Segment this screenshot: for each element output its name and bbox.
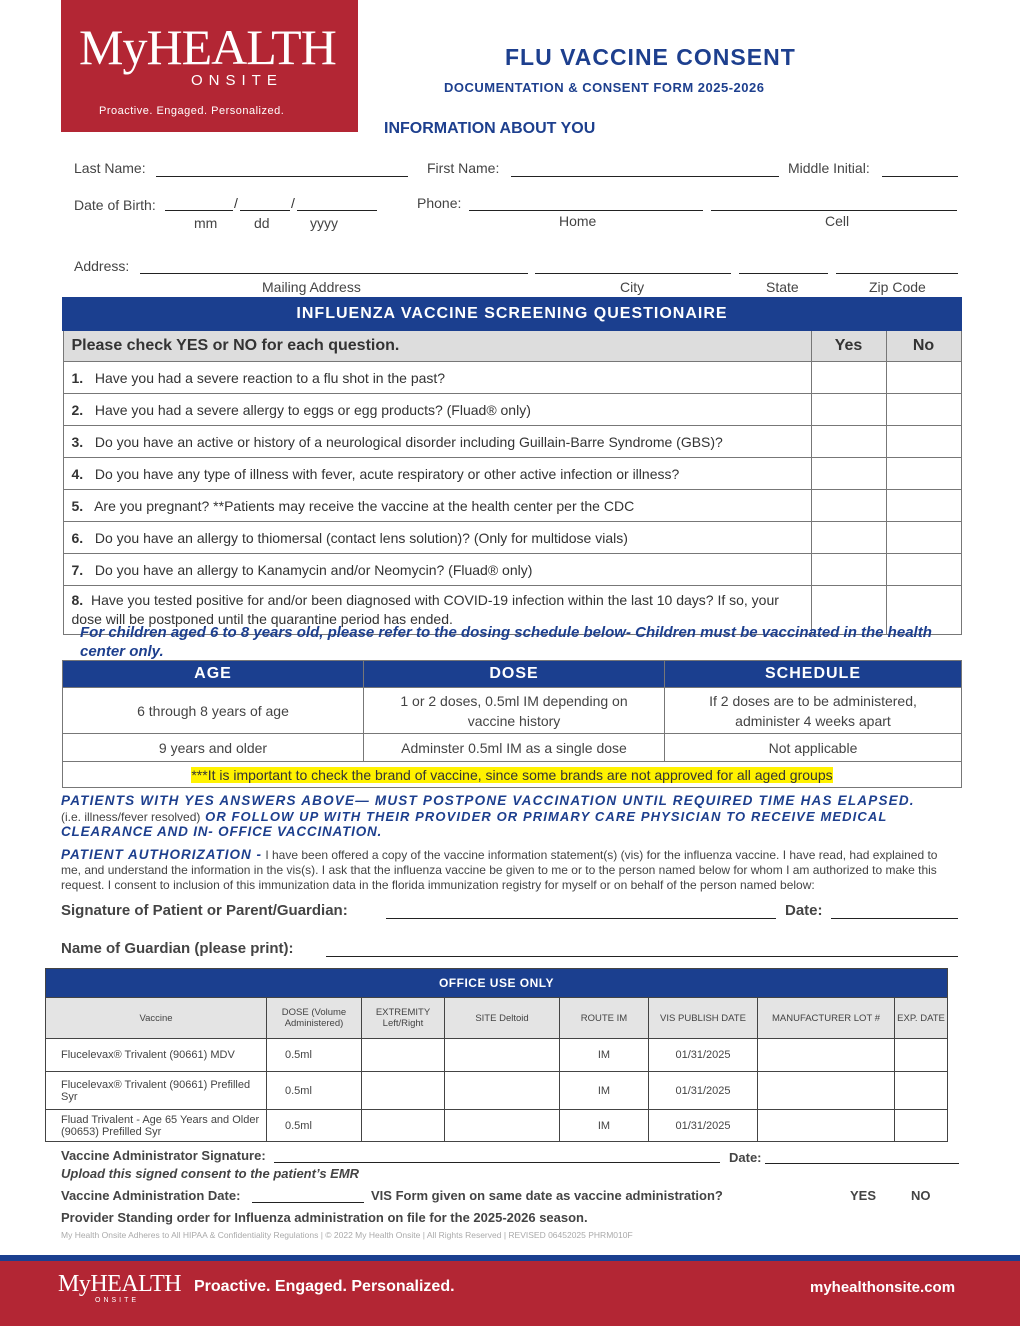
zip-field[interactable] (836, 273, 958, 274)
office-site-cell[interactable] (445, 1072, 560, 1110)
standing-order-note: Provider Standing order for Influenza administration on file for the 2025-2026 season. (61, 1210, 588, 1225)
answer-yes-cell[interactable] (811, 522, 886, 554)
office-vis-date: 01/31/2025 (649, 1039, 758, 1072)
postpone-line-3: CLEARANCE AND IN- OFFICE VACCINATION. (61, 824, 383, 839)
answer-no-cell[interactable] (886, 458, 961, 490)
city-field[interactable] (535, 273, 731, 274)
office-exp-cell[interactable] (895, 1072, 948, 1110)
vis-no-option[interactable]: NO (911, 1188, 931, 1203)
answer-no-cell[interactable] (886, 522, 961, 554)
dosing-cell: Not applicable (665, 734, 962, 762)
state-hint: State (766, 279, 799, 295)
form-subtitle: DOCUMENTATION & CONSENT FORM 2025-2026 (444, 80, 765, 95)
office-use-table (45, 968, 948, 1142)
guardian-label: Name of Guardian (please print): (61, 940, 294, 957)
dosing-header-dose: DOSE (364, 661, 665, 688)
office-extremity-cell[interactable] (362, 1072, 445, 1110)
middle-initial-field[interactable] (882, 176, 958, 177)
phone-cell-field[interactable] (711, 210, 957, 211)
dosing-schedule-table (62, 660, 962, 788)
postpone-paren: (i.e. illness/fever resolved) (61, 810, 201, 824)
office-col-header: Vaccine (46, 998, 267, 1039)
office-site-cell[interactable] (445, 1039, 560, 1072)
postpone-line-2: OR FOLLOW UP WITH THEIR PROVIDER OR PRIMARY CARE PHYSICIAN TO RECEIVE MEDICAL (200, 809, 888, 824)
city-hint: City (620, 279, 645, 295)
dob-mm-hint: mm (194, 215, 218, 231)
dob-yyyy-hint: yyyy (310, 215, 338, 231)
phone-home-hint: Home (559, 213, 597, 229)
dosing-cell: 9 years and older (63, 734, 364, 762)
office-col-header: MANUFACTURER LOT # (758, 998, 895, 1039)
mailing-address-hint: Mailing Address (262, 279, 361, 295)
upload-note: Upload this signed consent to the patient’s EMR (61, 1166, 360, 1181)
office-dose: 0.5ml (267, 1072, 362, 1110)
admin-signature-field[interactable] (274, 1162, 720, 1163)
logo-tagline: Proactive. Engaged. Personalized. (99, 105, 285, 117)
question-row: 3. Do you have an active or history of a neurological disorder including Guillain-Barre Syndrome (GBS)? (63, 426, 811, 458)
children-dosing-note: For children aged 6 to 8 years old, please refer to the dosing schedule below- Children must be vaccinated in the health center only. (80, 624, 932, 660)
question-row: 5. Are you pregnant? **Patients may receive the vaccine at the health center per the CDC (63, 490, 811, 522)
answer-yes-cell[interactable] (811, 458, 886, 490)
zip-hint: Zip Code (869, 279, 926, 295)
admin-date-label-2: Vaccine Administration Date: (61, 1188, 241, 1203)
office-exp-cell[interactable] (895, 1110, 948, 1142)
footer-logo-onsite: ONSITE (95, 1297, 140, 1304)
office-dose: 0.5ml (267, 1110, 362, 1142)
question-row: 8. Have you tested positive for and/or been diagnosed with COVID-19 infection within the last 10 days? If so, your dose will be postponed until the quarantine period has ended. (63, 586, 811, 635)
office-route: IM (560, 1039, 649, 1072)
postpone-line-1: PATIENTS WITH YES ANSWERS ABOVE— MUST POSTPONE VACCINATION UNTIL REQUIRED TIME HAS ELAPSED. (61, 793, 915, 808)
question-row: 2. Have you had a severe allergy to eggs or egg products? (Fluad® only) (63, 394, 811, 426)
office-use-title: OFFICE USE ONLY (46, 969, 948, 998)
fine-print: My Health Onsite Adheres to All HIPAA & Confidentiality Regulations | © 2022 My Health Onsite | All Rights Reserved | REVISED 06452025 PHRM010F (61, 1230, 633, 1240)
screening-questionnaire (62, 297, 962, 635)
answer-no-cell[interactable] (886, 554, 961, 586)
office-col-header: DOSE (Volume Administered) (267, 998, 362, 1039)
office-vis-date: 01/31/2025 (649, 1110, 758, 1142)
admin-date-field[interactable] (765, 1163, 959, 1164)
footer-bar (0, 1255, 1020, 1326)
yes-column-header: Yes (811, 330, 886, 362)
authorization-label: PATIENT AUTHORIZATION - (61, 847, 262, 862)
dob-label: Date of Birth: (74, 197, 156, 213)
dob-dd-hint: dd (254, 215, 270, 231)
dosing-cell: If 2 doses are to be administered, administer 4 weeks apart (665, 688, 962, 734)
office-col-header: EXP. DATE (895, 998, 948, 1039)
patient-authorization (61, 847, 951, 893)
office-site-cell[interactable] (445, 1110, 560, 1142)
address-label: Address: (74, 258, 130, 274)
office-vaccine-name: Flucelevax® Trivalent (90661) Prefilled Syr (46, 1072, 267, 1110)
office-dose: 0.5ml (267, 1039, 362, 1072)
guardian-name-field[interactable] (326, 956, 958, 957)
no-column-header: No (886, 330, 961, 362)
signature-date-label: Date: (785, 902, 823, 919)
dosing-cell: 1 or 2 doses, 0.5ml IM depending on vaccine history (364, 688, 665, 734)
office-extremity-cell[interactable] (362, 1039, 445, 1072)
answer-no-cell[interactable] (886, 490, 961, 522)
office-col-header: SITE Deltoid (445, 998, 560, 1039)
last-name-label: Last Name: (74, 160, 146, 176)
signature-field[interactable] (386, 918, 776, 919)
office-vis-date: 01/31/2025 (649, 1072, 758, 1110)
brand-warning-cell (63, 762, 962, 788)
dob-yyyy-field[interactable] (297, 210, 377, 211)
office-col-header: VIS PUBLISH DATE (649, 998, 758, 1039)
office-exp-cell[interactable] (895, 1039, 948, 1072)
dosing-header-schedule: SCHEDULE (665, 661, 962, 688)
admin-signature-label: Vaccine Administrator Signature: (61, 1148, 266, 1163)
footer-logo-brand: MyHEALTH (58, 1271, 182, 1297)
answer-yes-cell[interactable] (811, 554, 886, 586)
last-name-field[interactable] (156, 176, 408, 177)
footer-tagline: Proactive. Engaged. Personalized. (194, 1278, 455, 1295)
admin-date-label: Date: (729, 1150, 762, 1165)
admin-administration-date-field[interactable] (252, 1202, 364, 1203)
questionnaire-title: INFLUENZA VACCINE SCREENING QUESTIONAIRE (63, 298, 961, 330)
form-title: FLU VACCINE CONSENT (505, 44, 796, 70)
office-route: IM (560, 1110, 649, 1142)
signature-label: Signature of Patient or Parent/Guardian: (61, 902, 348, 919)
answer-no-cell[interactable] (886, 426, 961, 458)
question-row: 4. Do you have any type of illness with fever, acute respiratory or other active infection or illness? (63, 458, 811, 490)
office-lot-cell[interactable] (758, 1110, 895, 1142)
middle-initial-label: Middle Initial: (788, 160, 870, 176)
question-row: 6. Do you have an allergy to thiomersal (contact lens solution)? (Only for multidose vials) (63, 522, 811, 554)
logo-block (61, 0, 358, 132)
first-name-label: First Name: (427, 160, 500, 176)
first-name-field[interactable] (511, 176, 779, 177)
phone-cell-hint: Cell (825, 213, 850, 229)
dosing-cell: 6 through 8 years of age (63, 688, 364, 734)
authorization-text: I have been offered a copy of the vaccine information statement(s) (vis) for the influenza vaccine. I have read, had explained to me, and understand the information in the vis(s). I ask that the influenza vaccine be given to me or to the person named below for whom I am authorized to make this request. I consent to inclusion of this immunization data in the florida immunization registry for myself or on behalf of the person named below: (61, 848, 938, 892)
dosing-cell: Adminster 0.5ml IM as a single dose (364, 734, 665, 762)
office-lot-cell[interactable] (758, 1072, 895, 1110)
brand-warning-note: ***It is important to check the brand of vaccine, since some brands are not approved for all aged groups (191, 766, 833, 783)
phone-home-field[interactable] (469, 210, 703, 211)
answer-yes-cell[interactable] (811, 490, 886, 522)
office-vaccine-name: Flucelevax® Trivalent (90661) MDV (46, 1039, 267, 1072)
logo-brand: MyHEALTH (79, 19, 336, 75)
answer-no-cell[interactable] (886, 394, 961, 426)
office-route: IM (560, 1072, 649, 1110)
office-lot-cell[interactable] (758, 1039, 895, 1072)
office-col-header: ROUTE IM (560, 998, 649, 1039)
phone-label: Phone: (417, 195, 462, 211)
vis-yes-option[interactable]: YES (850, 1188, 877, 1203)
question-row: 1. Have you had a severe reaction to a flu shot in the past? (63, 362, 811, 394)
dob-dd-field[interactable] (240, 210, 290, 211)
dosing-header-age: AGE (63, 661, 364, 688)
office-col-header: EXTREMITY Left/Right (362, 998, 445, 1039)
question-row: 7. Do you have an allergy to Kanamycin and/or Neomycin? (Fluad® only) (63, 554, 811, 586)
footer-url-link[interactable]: myhealthonsite.com (810, 1279, 956, 1296)
answer-yes-cell[interactable] (811, 426, 886, 458)
section-info-title: INFORMATION ABOUT YOU (384, 120, 596, 137)
office-extremity-cell[interactable] (362, 1110, 445, 1142)
questionnaire-instruction: Please check YES or NO for each question. (63, 330, 811, 362)
dob-mm-field[interactable] (165, 210, 233, 211)
vis-question: VIS Form given on same date as vaccine administration? (371, 1188, 723, 1203)
state-field[interactable] (739, 273, 828, 274)
logo-onsite: ONSITE (191, 72, 283, 89)
signature-date-field[interactable] (831, 918, 958, 919)
mailing-address-field[interactable] (140, 273, 528, 274)
answer-yes-cell[interactable] (811, 362, 886, 394)
office-vaccine-name: Fluad Trivalent - Age 65 Years and Older (90653) Prefilled Syr (46, 1110, 267, 1142)
answer-yes-cell[interactable] (811, 394, 886, 426)
answer-no-cell[interactable] (886, 362, 961, 394)
